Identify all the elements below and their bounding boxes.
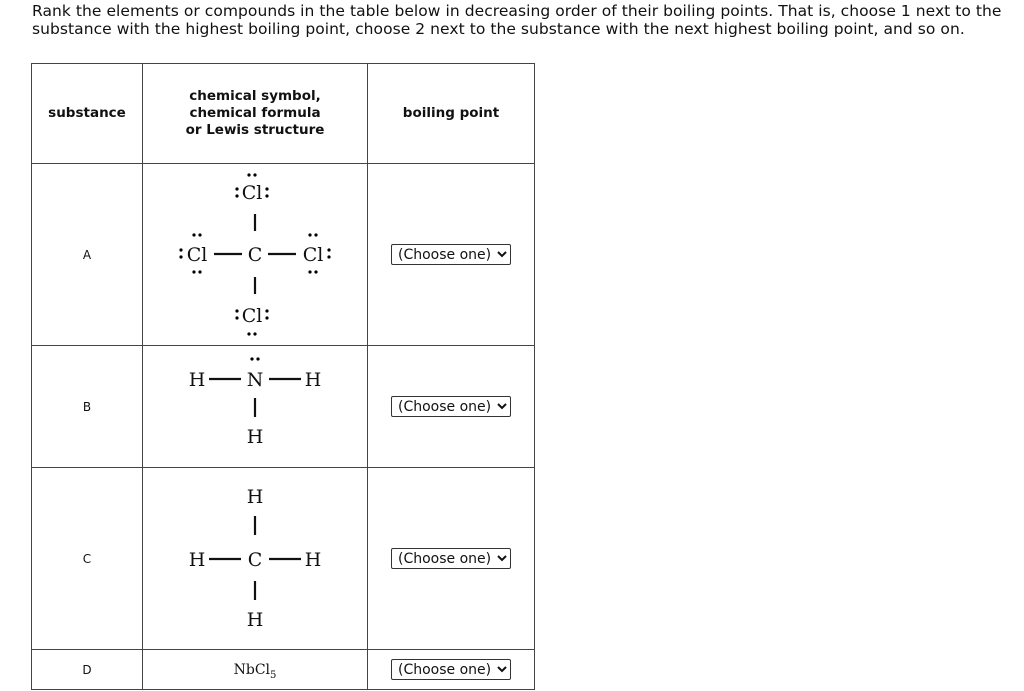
structure-c — [143, 468, 368, 650]
substance-label-d: D — [32, 650, 143, 690]
atom-h-bottom: H — [246, 426, 264, 448]
boiling-point-cell-d — [368, 650, 535, 690]
header-formula-line3: or Lewis structure — [185, 122, 325, 138]
header-formula — [143, 64, 368, 164]
rank-select-c[interactable] — [391, 548, 511, 569]
rank-select-a[interactable] — [391, 244, 511, 265]
boiling-point-cell-b — [368, 346, 535, 468]
header-boiling-point: boiling point — [368, 64, 535, 164]
atom-c-center: C — [247, 244, 263, 266]
header-formula-line2: chemical formula — [189, 105, 321, 121]
lewis-structure-ccl4 — [143, 164, 367, 345]
ranking-table — [31, 63, 535, 690]
header-formula-line1: chemical symbol, — [189, 88, 321, 104]
atom-cl-right: Cl — [302, 244, 324, 266]
lewis-structure-ch4 — [143, 468, 367, 649]
atom-cl-bottom: Cl — [241, 305, 263, 327]
header-substance: substance — [32, 64, 143, 164]
atom-h-left: H — [188, 549, 206, 571]
rank-select-b[interactable] — [391, 396, 511, 417]
boiling-point-cell-a — [368, 164, 535, 346]
atom-h-bottom: H — [246, 609, 264, 631]
formula-main: NbCl — [233, 661, 271, 678]
table-row-c — [32, 468, 535, 650]
chemical-formula-nbcl5 — [233, 661, 277, 681]
formula-subscript: 5 — [270, 669, 277, 681]
structure-a — [143, 164, 368, 346]
table-row-b — [32, 346, 535, 468]
substance-label-a: A — [32, 164, 143, 346]
rank-select-d[interactable] — [391, 659, 511, 680]
substance-label-b: B — [32, 346, 143, 468]
table-row-a — [32, 164, 535, 346]
atom-cl-left: Cl — [186, 244, 208, 266]
question-prompt: Rank the elements or compounds in the table below in decreasing order of their boiling points. That is, choose 1 next to the substance with the highest boiling point, choose 2 next to the substance with the next highest boiling point, and so on. — [32, 2, 1002, 38]
table-row-d — [32, 650, 535, 690]
atom-h-left: H — [188, 369, 206, 391]
structure-d — [143, 650, 368, 690]
atom-h-right: H — [304, 369, 322, 391]
atom-c-center: C — [247, 549, 263, 571]
atom-cl-top: Cl — [241, 182, 263, 204]
boiling-point-cell-c — [368, 468, 535, 650]
atom-h-right: H — [304, 549, 322, 571]
substance-label-c: C — [32, 468, 143, 650]
structure-b — [143, 346, 368, 468]
lewis-structure-nh3 — [143, 346, 367, 467]
atom-h-top: H — [246, 486, 264, 508]
atom-n-center: N — [246, 369, 264, 391]
header-row — [32, 64, 535, 164]
